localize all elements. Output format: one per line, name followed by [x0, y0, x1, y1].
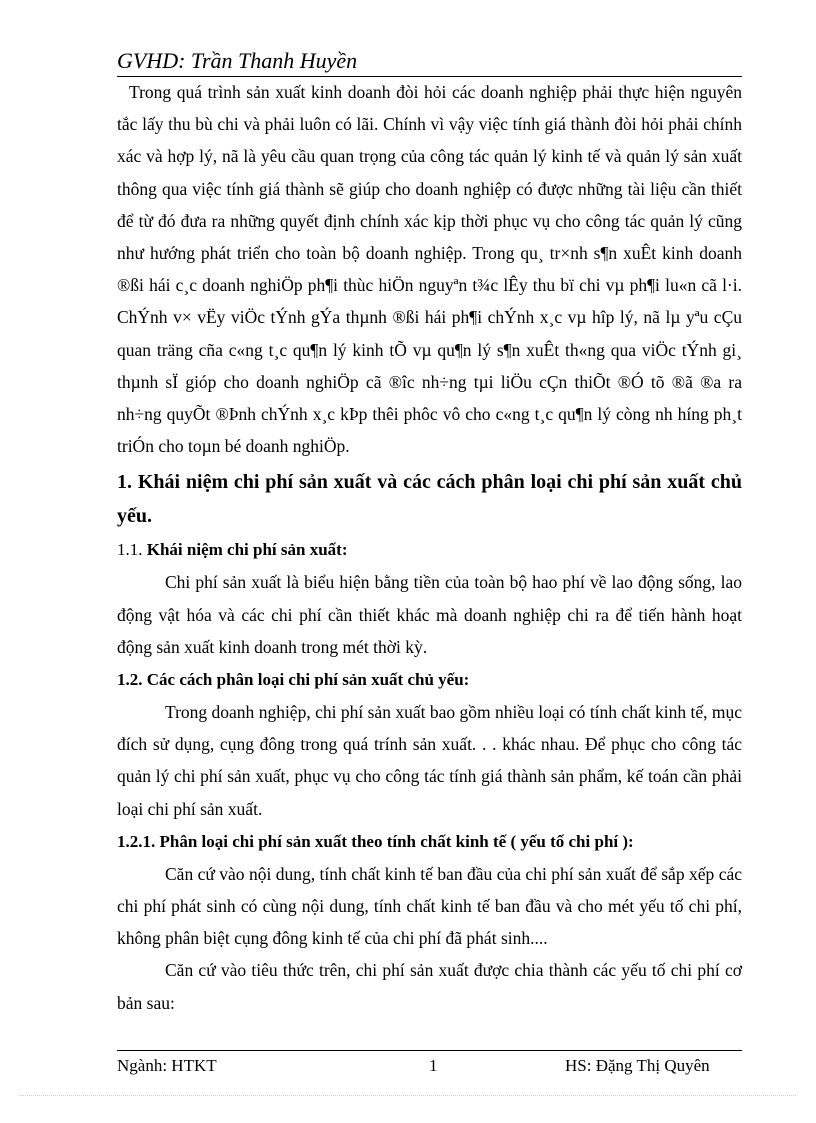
economic-nature-paragraph: Căn cứ vào nội dung, tính chất kinh tế ban đầu của chi phí sản xuất để sắp xếp các chi phí phát sinh có cùng nội dung, tính chất kinh tế ban đầu và cho mét yếu tố chi phí, không phân biệt cụng đông kinh tế của chi phí đã phát sinh.... [117, 863, 742, 949]
definition-paragraph: Chi phí sản xuất là biểu hiện bằng tiền của toàn bộ hao phí về lao động sống, lao động vật hóa và các chi phí cần thiết khác mà doanh nghiệp chi ra để tiến hành hoạt động sản xuất kinh doanh trong mét thời kỳ. [117, 572, 742, 657]
classification-paragraph: Trong doanh nghiệp, chi phí sản xuất bao gồm nhiều loại có tính chất kinh tế, mục đích sử dụng, cụng đông trong quá trính sản xuất. . . khác nhau. Để phục cho công tác quản lý chi phí sản xuất, phục vụ cho công tác tính giá thành sản phẩm, kế toán cần phải loại chi phí sản xuất. [117, 702, 742, 819]
page-edge-divider [20, 1095, 796, 1096]
subsection-title: Khái niệm chi phí sản xuất: [146, 540, 348, 560]
subsection-heading-1-2: 1.2. Các cách phân loại chi phí sản xuất chủ yếu: [117, 670, 470, 690]
body-text [117, 76, 742, 1019]
subsection-heading-1-2-1: 1.2.1. Phân loại chi phí sản xuất theo tính chất kinh tế ( yếu tố chi phí ): [117, 831, 634, 851]
footer-student: HS: Đặng Thị Quyên [565, 1056, 710, 1075]
intro-paragraph: Trong quá trình sản xuất kinh doanh đòi hỏi các doanh nghiệp phải thực hiện nguyên tắc lấy thu bù chi và phải luôn có lãi. Chính vì vậy việc tính giá thành đòi hỏi phải chính xác và hợp lý, nã là yêu cầu quan trọng của công tác quản lý kinh tế và quản lý sản xuất thông qua việc tính giá thành sẽ giúp cho doanh nghiệp có được những tài liệu cần thiết để từ đó đưa ra những quyết định chính xác kịp thời phục vụ cho công tác quản lý cũng như hướng phát triển cho toàn bộ doanh nghiệp. Trong qu¸ tr×nh s¶n xuÊt kinh doanh ®ßi hái c¸c doanh nghiÖp ph¶i thùc hiÖn nguyªn t¾c lÊy thu bï chi vµ ph¶i lu«n cã l·i. ChÝnh v× vËy viÖc tÝnh gÝa thµnh ®ßi hái ph¶i chÝnh x¸c vµ hîp lý, nã lµ yªu cÇu quan träng cña c«ng t¸c qu¶n lý kinh tÕ vµ qu¶n lý s¶n xuÊt th«ng qua viÖc tÝnh gi¸ thµnh sÏ gióp cho doanh nghiÖp cã ®îc nh÷ng tµi liÖu cÇn thiÕt ®Ó tõ ®ã ®a ra nh÷ng quyÕt ®Þnh chÝnh x¸c kÞp thêi phôc vô cho c«ng t¸c qu¶n lý còng nh híng ph¸t triÓn cho toµn bé doanh nghiÖp. [117, 82, 742, 457]
subsection-heading-1-1 [117, 533, 742, 566]
subsection-number: 1.1. [117, 540, 143, 560]
footer-major: Ngành: HTKT [117, 1056, 217, 1075]
page-header [117, 48, 742, 77]
page-footer [117, 1050, 742, 1075]
criteria-paragraph: Căn cứ vào tiêu thức trên, chi phí sản xuất được chia thành các yếu tố chi phí cơ bản sau: [117, 960, 742, 1013]
section-heading-1: 1. Khái niệm chi phí sản xuất và các cách phân loại chi phí sản xuất chủ yếu. [117, 471, 742, 528]
supervisor-name: GVHD: Trần Thanh Huyền [117, 48, 358, 73]
page-number: 1 [429, 1056, 438, 1075]
